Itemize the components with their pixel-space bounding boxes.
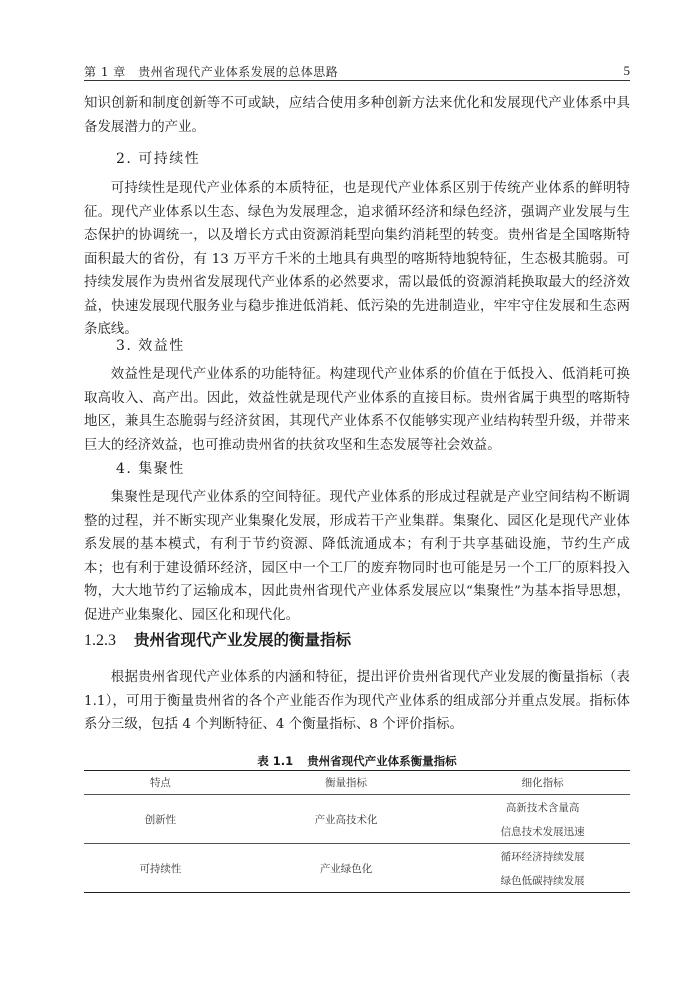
paragraph-sustainability: 可持续性是现代产业体系的本质特征，也是现代产业体系区别于传统产业体系的鲜明特征。现代产业体系以生态、绿色为发展理念，追求循环经济和绿色经济，强调产业发展与生态保护的协调统一，以及增长方式由资源消耗型向集约消耗型的转变。贵州省是全国喀斯特面积最大的省份，有 13 万平方千米的土地具有典型的喀斯特地貌特征，生态极其脆弱。可持续发展作为贵州省发展现代产业体系的必然要求，需以最低的资源消耗换取最大的经济效益，快速发展现代服务业与稳步推进低消耗、低污染的先进制造业，牢牢守住发展和生态两条底线。 [84,181,630,337]
table-header-row [84,771,630,795]
cell-measure: 产业绿色化 [237,844,455,893]
cell-feature: 创新性 [84,795,237,844]
heading-efficiency: 3. 效益性 [116,338,185,354]
chapter-title: 第 1 章 贵州省现代产业体系发展的总体思路 [84,65,339,79]
running-head [84,62,630,81]
table-row [84,795,630,820]
indicator-table [84,770,630,893]
cell-feature: 可持续性 [84,844,237,893]
section-heading-1-2-3 [84,628,351,650]
header-details: 细化指标 [455,771,630,795]
cell-detail: 绿色低碳持续发展 [455,868,630,893]
cell-detail: 循环经济持续发展 [500,850,585,863]
header-feature: 特点 [84,771,237,795]
header-measure: 衡量指标 [237,771,455,795]
cell-detail: 信息技术发展迅速 [455,819,630,844]
section-number: 1.2.3 [84,632,116,649]
heading-agglomeration: 4. 集聚性 [116,461,185,477]
intro-paragraph: 知识创新和制度创新等不可或缺，应结合使用多种创新方法来优化和发展现代产业体系中具备发展潜力的产业。 [84,96,630,135]
section-title: 贵州省现代产业发展的衡量指标 [134,631,352,649]
paragraph-indicators: 根据贵州省现代产业体系的内涵和特征，提出评价贵州省现代产业发展的衡量指标（表 1.1），可用于衡量贵州省的各个产业能否作为现代产业体系的组成部分并重点发展。指标体系分三级，包括 4 个判断特征、4 个衡量指标、8 个评价指标。 [84,670,630,732]
cell-measure: 产业高技术化 [237,795,455,844]
cell-detail: 高新技术含量高 [505,801,580,814]
table-caption-number: 表 1.1 [257,754,294,768]
paragraph-agglomeration: 集聚性是现代产业体系的空间特征。现代产业体系的形成过程就是产业空间结构不断调整的过程，并不断实现产业集聚化发展，形成若干产业集群。集聚化、园区化是现代产业体系发展的基本模式，有利于节约资源、降低流通成本；有利于共享基础设施，节约生产成本；也有利于建设循环经济，园区中一个工厂的废弃物同时也可能是另一个工厂的原料投入物，大大地节约了运输成本，因此贵州省现代产业体系发展应以“集聚性”为基本指导思想，促进产业集聚化、园区化和现代化。 [84,490,630,623]
heading-sustainability: 2. 可持续性 [116,151,201,167]
table-caption-title: 贵州省现代产业体系衡量指标 [307,754,457,768]
table-caption [84,753,630,769]
table-row [84,844,630,869]
paragraph-efficiency: 效益性是现代产业体系的功能特征。构建现代产业体系的价值在于低投入、低消耗可换取高收入、高产出。因此，效益性就是现代产业体系的直接目标。贵州省属于典型的喀斯特地区，兼具生态脆弱与经济贫困，其现代产业体系不仅能够实现产业结构转型升级，并带来巨大的经济效益，也可推动贵州省的扶贫攻坚和生态发展等社会效益。 [84,367,630,453]
page-number: 5 [623,63,630,78]
